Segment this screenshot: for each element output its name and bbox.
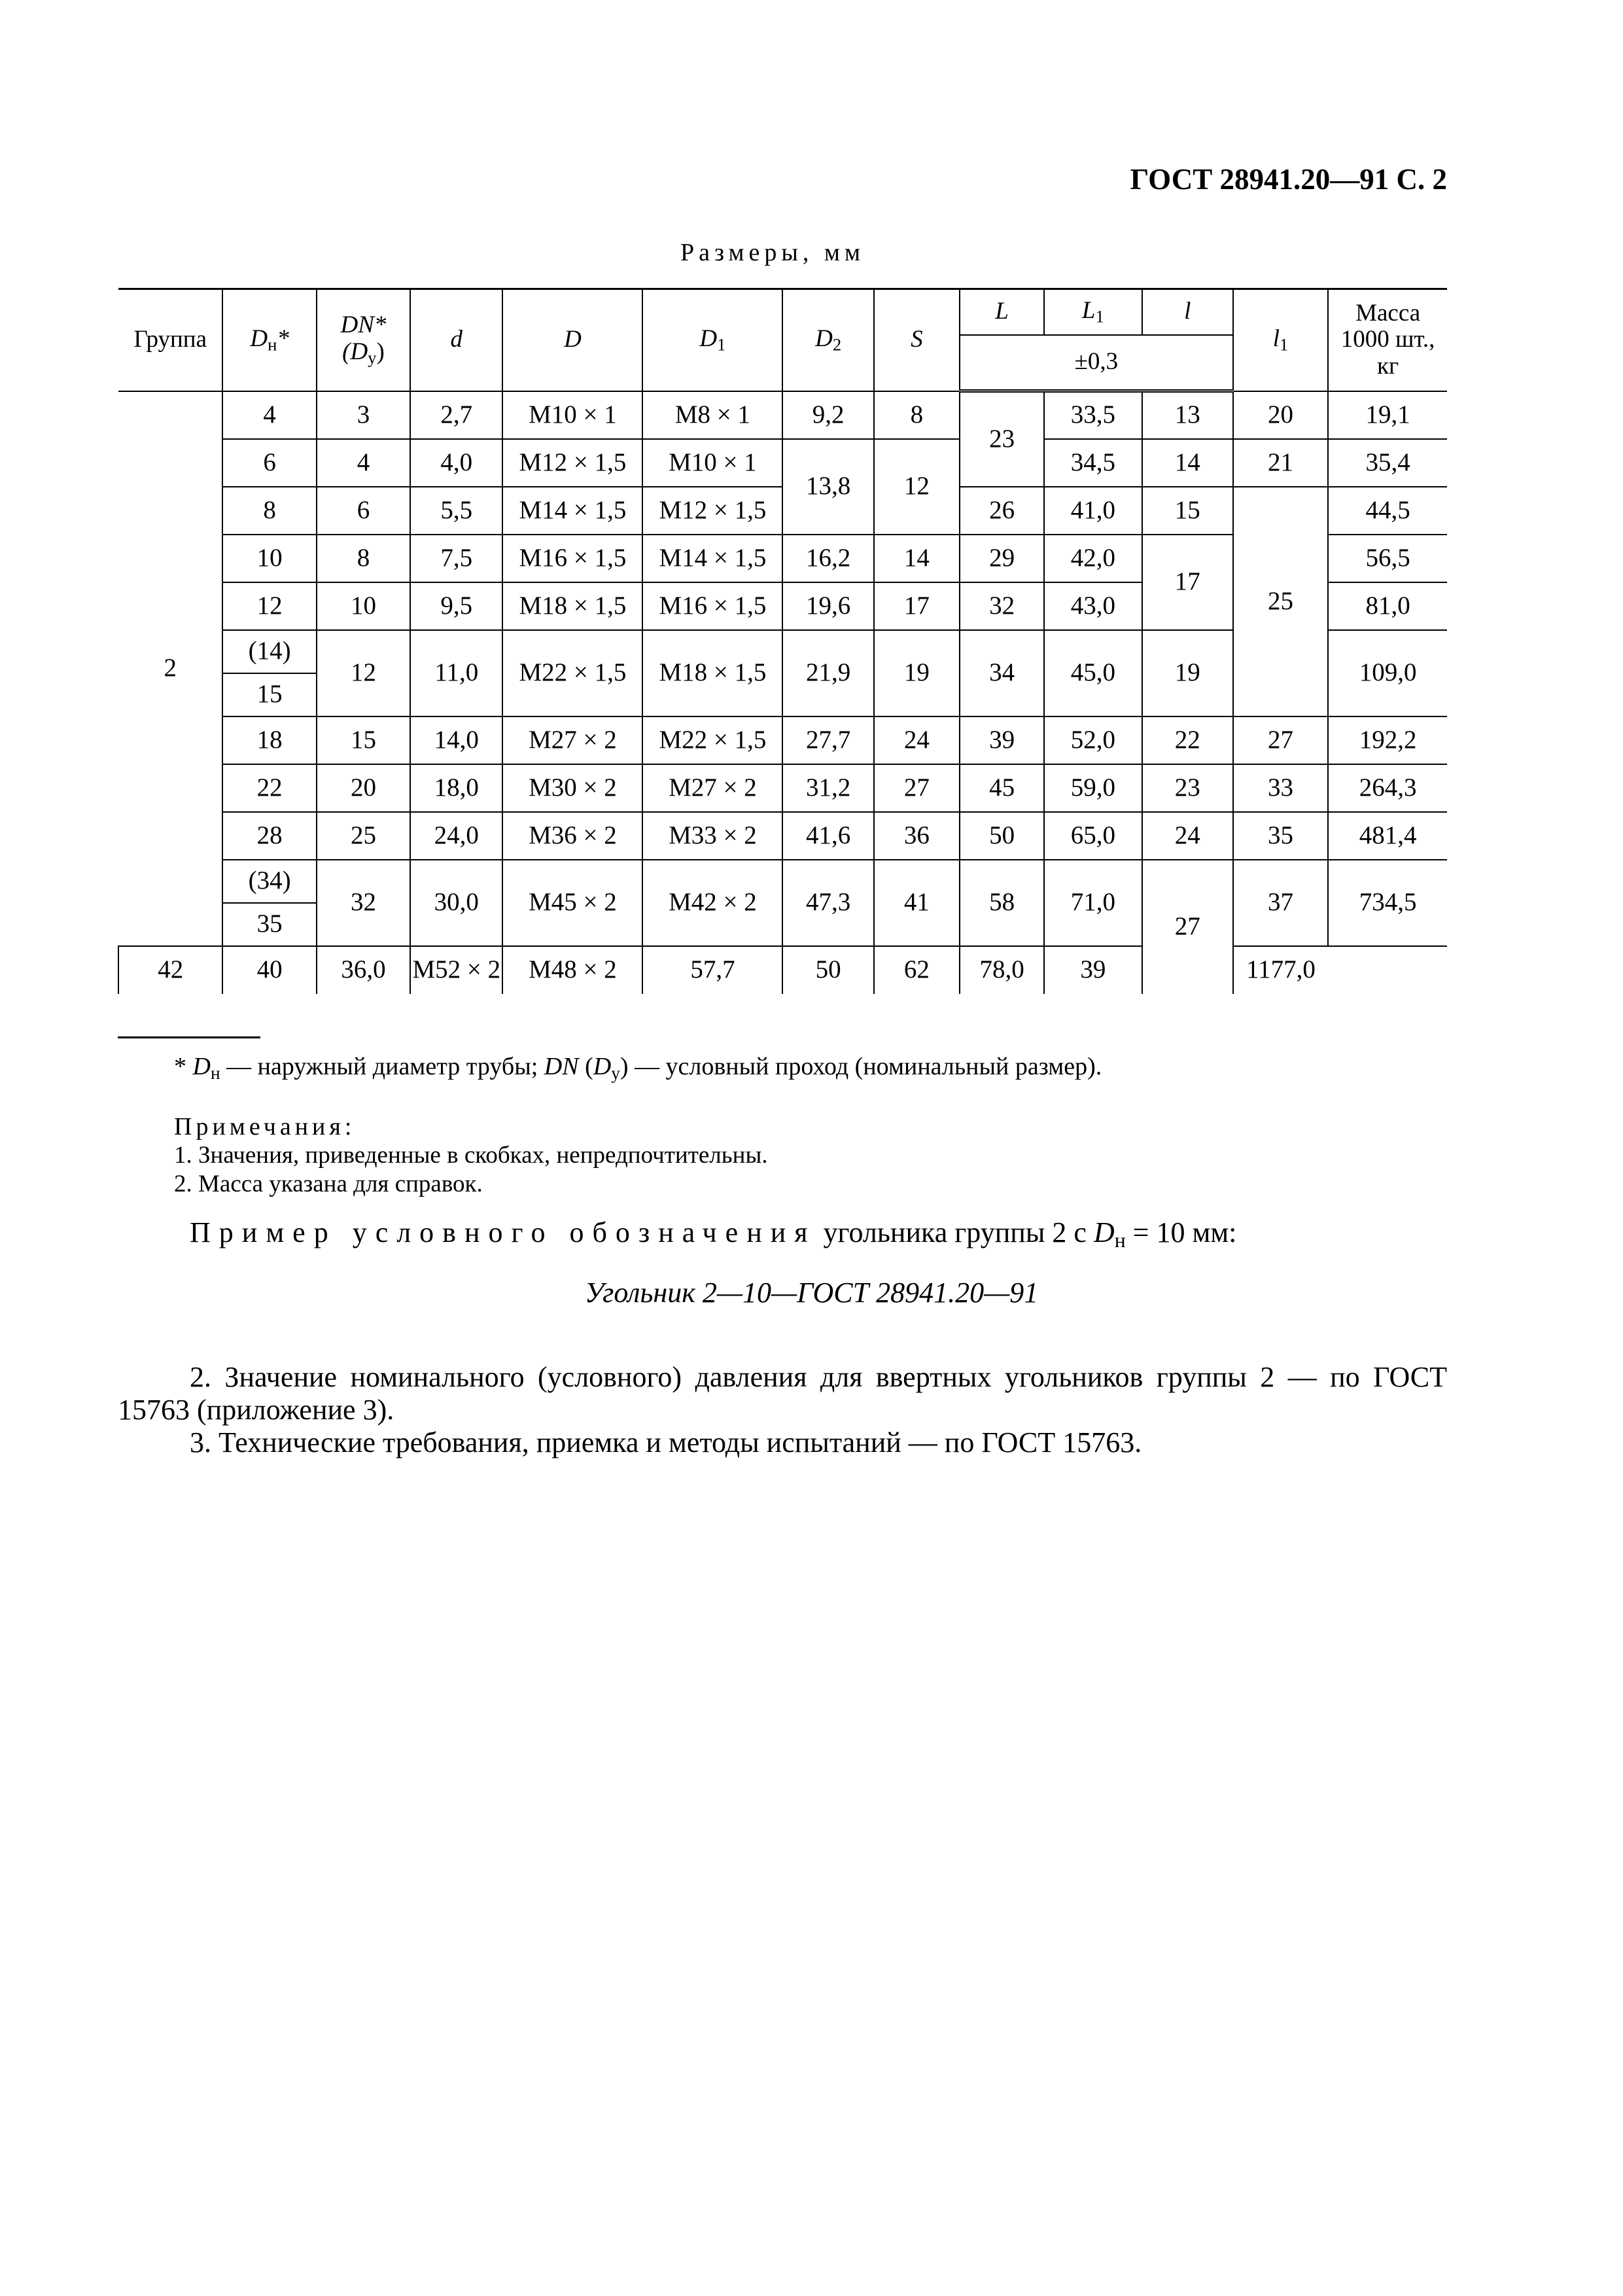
table-cell: M27 × 2: [642, 764, 782, 812]
table-cell: M18 × 1,5: [642, 630, 782, 716]
header-dn-sub: н: [268, 334, 277, 355]
table-cell: 14,0: [410, 716, 502, 764]
table-cell: 27,7: [782, 716, 873, 764]
table-cell: 4,0: [410, 439, 502, 487]
table-cell: 6: [222, 439, 316, 487]
table-cell: 52,0: [1044, 716, 1142, 764]
table-cell: 39: [960, 716, 1044, 764]
table-cell: M22 × 1,5: [642, 716, 782, 764]
header-D2-sub: 2: [832, 334, 842, 355]
footnote-dy: D: [593, 1053, 612, 1080]
table-cell: 47,3: [782, 860, 873, 946]
table-cell: 20: [1233, 391, 1328, 439]
table-cell: 109,0: [1328, 630, 1447, 716]
table-cell: 12: [874, 439, 960, 535]
table-cell: 27: [1142, 860, 1233, 994]
table-cell: 4: [222, 391, 316, 439]
table-row: [118, 860, 1447, 903]
footnote-dy-sub: у: [611, 1063, 620, 1083]
header-mass: Масса 1000 шт., кг: [1328, 289, 1447, 391]
footnote-divider: [118, 1036, 260, 1038]
table-cell: M30 × 2: [502, 764, 642, 812]
table-cell: 8: [222, 487, 316, 535]
table-cell: 19,1: [1328, 391, 1447, 439]
table-cell: 14: [874, 535, 960, 582]
table-cell: 17: [874, 582, 960, 630]
table-cell: 58: [960, 860, 1044, 946]
table-cell: 19,6: [782, 582, 873, 630]
header-Dy-label: (D: [342, 338, 368, 366]
header-Dy-close: ): [376, 338, 385, 366]
table-cell: 42: [118, 946, 222, 994]
table-cell: 34,5: [1044, 439, 1142, 487]
table-cell: M18 × 1,5: [502, 582, 642, 630]
paragraph-3: 3. Технические требования, приемка и методы испытаний — по ГОСТ 15763.: [190, 1426, 1142, 1458]
footnote-text-3: ) — условный проход (номинальный размер).: [620, 1053, 1102, 1080]
table-cell: 17: [1142, 535, 1233, 630]
footnote-text-1: — наружный диаметр трубы;: [220, 1053, 544, 1080]
dimensions-table: [118, 288, 1447, 994]
table-cell: (14): [222, 630, 316, 673]
table-cell: 4: [317, 439, 410, 487]
table-cell: 18,0: [410, 764, 502, 812]
note-2: 2. Масса указана для справок.: [174, 1171, 483, 1197]
table-cell: M8 × 1: [642, 391, 782, 439]
header-D2-letter: D: [815, 325, 833, 352]
table-cell: 12: [317, 630, 410, 716]
table-cell: 9,5: [410, 582, 502, 630]
table-cell: 31,2: [782, 764, 873, 812]
table-cell: 32: [317, 860, 410, 946]
table-cell: 71,0: [1044, 860, 1142, 946]
header-dn-star: *: [277, 325, 289, 352]
designation: Угольник 2—10—ГОСТ 28941.20—91: [584, 1277, 1039, 1309]
header-D2: [782, 289, 873, 391]
table-cell: 24,0: [410, 812, 502, 860]
table-cell: (34): [222, 860, 316, 903]
header-dn-letter: D: [250, 325, 268, 352]
example-dh-sub: н: [1114, 1228, 1126, 1252]
header-L1: [1044, 289, 1142, 335]
table-cell: 22: [1142, 716, 1233, 764]
example-spaced: Пример условного обозначения: [190, 1216, 816, 1248]
table-cell: 16,2: [782, 535, 873, 582]
table-cell: 50: [960, 812, 1044, 860]
table-cell: M10 × 1: [642, 439, 782, 487]
table-cell: 56,5: [1328, 535, 1447, 582]
table-cell: 37: [1233, 860, 1328, 946]
table-cell: 24: [1142, 812, 1233, 860]
header-d: d: [410, 289, 502, 391]
table-cell: 35: [222, 903, 316, 946]
header-DN: [317, 289, 410, 391]
table-cell: 43,0: [1044, 582, 1142, 630]
table-cell: 8: [874, 391, 960, 439]
table-cell: 22: [222, 764, 316, 812]
group-cell: 2: [118, 391, 222, 946]
table-cell: 45,0: [1044, 630, 1142, 716]
table-cell: 481,4: [1328, 812, 1447, 860]
header-l1: [1233, 289, 1328, 391]
header-DN-label: DN*: [340, 311, 387, 339]
table-cell: 8: [317, 535, 410, 582]
table-cell: 25: [1233, 487, 1328, 716]
header-L1-letter: L: [1081, 296, 1096, 324]
table-cell: M16 × 1,5: [502, 535, 642, 582]
table-cell: 10: [222, 535, 316, 582]
table-row: [118, 812, 1447, 860]
table-cell: 27: [1233, 716, 1328, 764]
table-cell: M22 × 1,5: [502, 630, 642, 716]
table-cell: 7,5: [410, 535, 502, 582]
table-cell: 23: [960, 391, 1044, 487]
table-header-row-1: [118, 289, 1447, 335]
table-cell: 65,0: [1044, 812, 1142, 860]
table-cell: 57,7: [642, 946, 782, 994]
table-cell: M36 × 2: [502, 812, 642, 860]
paragraph-2: 2. Значение номинального (условного) давления для ввертных угольников группы 2 — по ГОСТ 15763 (приложение 3).: [118, 1361, 1447, 1426]
table-cell: 36,0: [317, 946, 410, 994]
example-text-2: = 10 мм:: [1125, 1216, 1237, 1248]
footnote-text-2: (: [578, 1053, 593, 1080]
table-cell: 13: [1142, 391, 1233, 439]
table-cell: 12: [222, 582, 316, 630]
table-cell: 44,5: [1328, 487, 1447, 535]
table-cell: 1177,0: [1233, 946, 1328, 994]
table-cell: M48 × 2: [502, 946, 642, 994]
table-cell: 6: [317, 487, 410, 535]
table-cell: 18: [222, 716, 316, 764]
table-cell: M12 × 1,5: [642, 487, 782, 535]
header-tolerance: ±0,3: [960, 335, 1233, 391]
table-cell: 24: [874, 716, 960, 764]
footnote-dh-sub: н: [210, 1063, 220, 1083]
table-cell: 14: [1142, 439, 1233, 487]
table-cell: 30,0: [410, 860, 502, 946]
example-dh: D: [1093, 1216, 1115, 1248]
table-cell: 26: [960, 487, 1044, 535]
header-S: S: [874, 289, 960, 391]
table-cell: 41,6: [782, 812, 873, 860]
footnote-star: *: [174, 1053, 193, 1080]
header-D1: [642, 289, 782, 391]
table-cell: M45 × 2: [502, 860, 642, 946]
example-line: [190, 1216, 1236, 1252]
header-group: Группа: [118, 289, 222, 391]
table-cell: 13,8: [782, 439, 873, 535]
table-row: [118, 391, 1447, 439]
footnote: [174, 1052, 1102, 1084]
example-text: угольника группы 2 с: [816, 1216, 1094, 1248]
table-cell: 34: [960, 630, 1044, 716]
header-l: l: [1142, 289, 1233, 335]
table-cell: 39: [1044, 946, 1142, 994]
table-cell: 264,3: [1328, 764, 1447, 812]
table-cell: 23: [1142, 764, 1233, 812]
header-dn: [222, 289, 316, 391]
table-cell: 35: [1233, 812, 1328, 860]
table-cell: 35,4: [1328, 439, 1447, 487]
table-cell: 19: [874, 630, 960, 716]
header-L1-sub: 1: [1095, 306, 1104, 327]
table-row: [118, 716, 1447, 764]
table-cell: 42,0: [1044, 535, 1142, 582]
table-cell: M14 × 1,5: [502, 487, 642, 535]
table-caption: Размеры, мм: [680, 239, 865, 266]
table-cell: M10 × 1: [502, 391, 642, 439]
footnote-dn: DN: [544, 1053, 579, 1080]
table-cell: 11,0: [410, 630, 502, 716]
table-cell: 33,5: [1044, 391, 1142, 439]
table-row: [118, 946, 1447, 994]
table-cell: 40: [222, 946, 316, 994]
table-cell: M52 × 2: [410, 946, 502, 994]
document-header: ГОСТ 28941.20—91 С. 2: [1130, 163, 1447, 196]
table-cell: 81,0: [1328, 582, 1447, 630]
table-cell: 33: [1233, 764, 1328, 812]
table-cell: 15: [1142, 487, 1233, 535]
note-1: 1. Значения, приведенные в скобках, непредпочтительны.: [174, 1142, 768, 1169]
notes-title: Примечания:: [174, 1113, 356, 1140]
table-cell: 5,5: [410, 487, 502, 535]
table-cell: 62: [874, 946, 960, 994]
header-D1-letter: D: [699, 325, 718, 352]
table-row: [118, 439, 1447, 487]
header-D1-sub: 1: [717, 334, 726, 355]
table-cell: 3: [317, 391, 410, 439]
table-cell: 2,7: [410, 391, 502, 439]
table-cell: M27 × 2: [502, 716, 642, 764]
table-cell: M42 × 2: [642, 860, 782, 946]
table-row: [118, 764, 1447, 812]
table-cell: 59,0: [1044, 764, 1142, 812]
table-cell: 50: [782, 946, 873, 994]
table-cell: 192,2: [1328, 716, 1447, 764]
header-L: L: [960, 289, 1044, 335]
table-cell: 21: [1233, 439, 1328, 487]
table-cell: 734,5: [1328, 860, 1447, 946]
table-cell: 28: [222, 812, 316, 860]
table-cell: 15: [222, 673, 316, 716]
table-cell: 10: [317, 582, 410, 630]
table-cell: 9,2: [782, 391, 873, 439]
header-l1-sub: 1: [1280, 334, 1289, 355]
header-Dy-sub: у: [368, 347, 377, 368]
table-cell: 27: [874, 764, 960, 812]
header-l1-letter: l: [1272, 325, 1280, 352]
table-cell: 36: [874, 812, 960, 860]
table-cell: 25: [317, 812, 410, 860]
table-cell: M16 × 1,5: [642, 582, 782, 630]
table-cell: 41: [874, 860, 960, 946]
table-cell: 15: [317, 716, 410, 764]
table-cell: M14 × 1,5: [642, 535, 782, 582]
table-cell: 45: [960, 764, 1044, 812]
table-cell: 21,9: [782, 630, 873, 716]
header-D: D: [502, 289, 642, 391]
table-cell: 41,0: [1044, 487, 1142, 535]
footnote-dh: D: [192, 1053, 211, 1080]
table-cell: M12 × 1,5: [502, 439, 642, 487]
table-cell: M33 × 2: [642, 812, 782, 860]
table-cell: 29: [960, 535, 1044, 582]
table-cell: 78,0: [960, 946, 1044, 994]
table-cell: 20: [317, 764, 410, 812]
table-cell: 19: [1142, 630, 1233, 716]
table-cell: 32: [960, 582, 1044, 630]
